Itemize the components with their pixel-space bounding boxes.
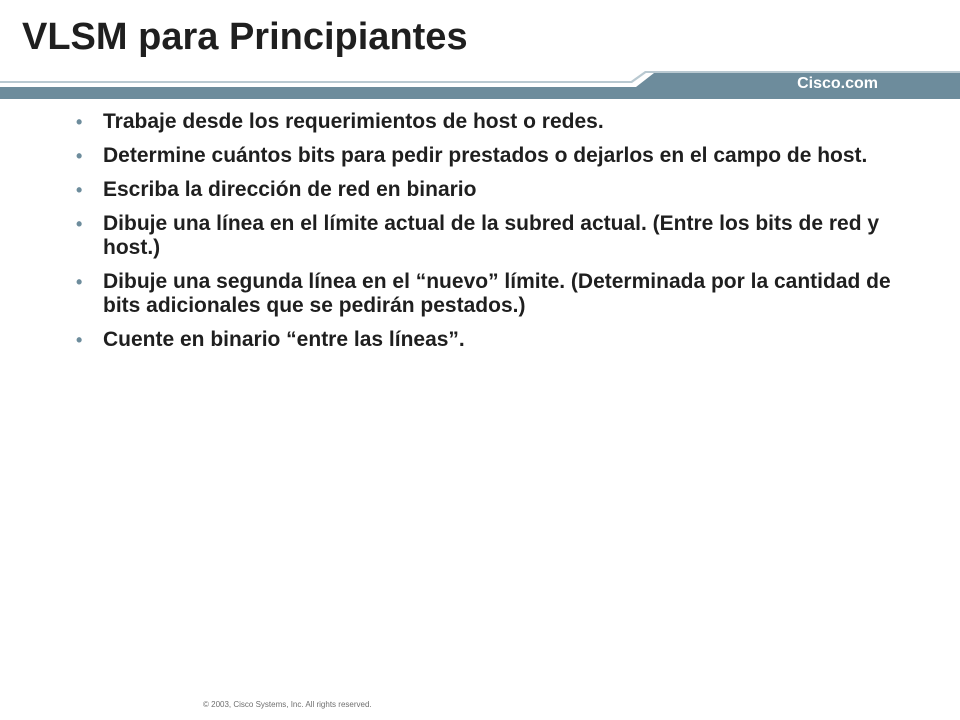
bullet-item <box>76 178 896 202</box>
bullet-item <box>76 110 896 134</box>
bullet-dot: • <box>76 272 83 292</box>
bullet-text: Escriba la dirección de red en binario <box>103 178 477 201</box>
bullet-text: Dibuje una línea en el límite actual de la subred actual. (Entre los bits de red y host.) <box>103 212 880 259</box>
bullet-item <box>76 270 896 318</box>
bullet-dot: • <box>76 180 83 200</box>
bullet-item <box>76 144 896 168</box>
bullet-item <box>76 328 896 352</box>
bullet-dot: • <box>76 330 83 350</box>
bullet-text: Trabaje desde los requerimientos de host o redes. <box>103 110 604 133</box>
brand-name: Cisco.com <box>797 75 878 92</box>
bullet-text: Determine cuántos bits para pedir prestados o dejarlos en el campo de host. <box>103 144 868 167</box>
bullet-dot: • <box>76 214 83 234</box>
bullet-dot: • <box>76 146 83 166</box>
slide-title: VLSM para Principiantes <box>22 16 468 58</box>
bullet-item <box>76 212 896 260</box>
bullet-list <box>76 110 896 362</box>
bullet-text: Dibuje una segunda línea en el “nuevo” límite. (Determinada por la cantidad de bits adicionales que se pedirán pestados.) <box>103 270 891 317</box>
bullet-dot: • <box>76 112 83 132</box>
copyright-notice: © 2003, Cisco Systems, Inc. All rights reserved. <box>203 700 372 709</box>
bullet-text: Cuente en binario “entre las líneas”. <box>103 328 465 351</box>
